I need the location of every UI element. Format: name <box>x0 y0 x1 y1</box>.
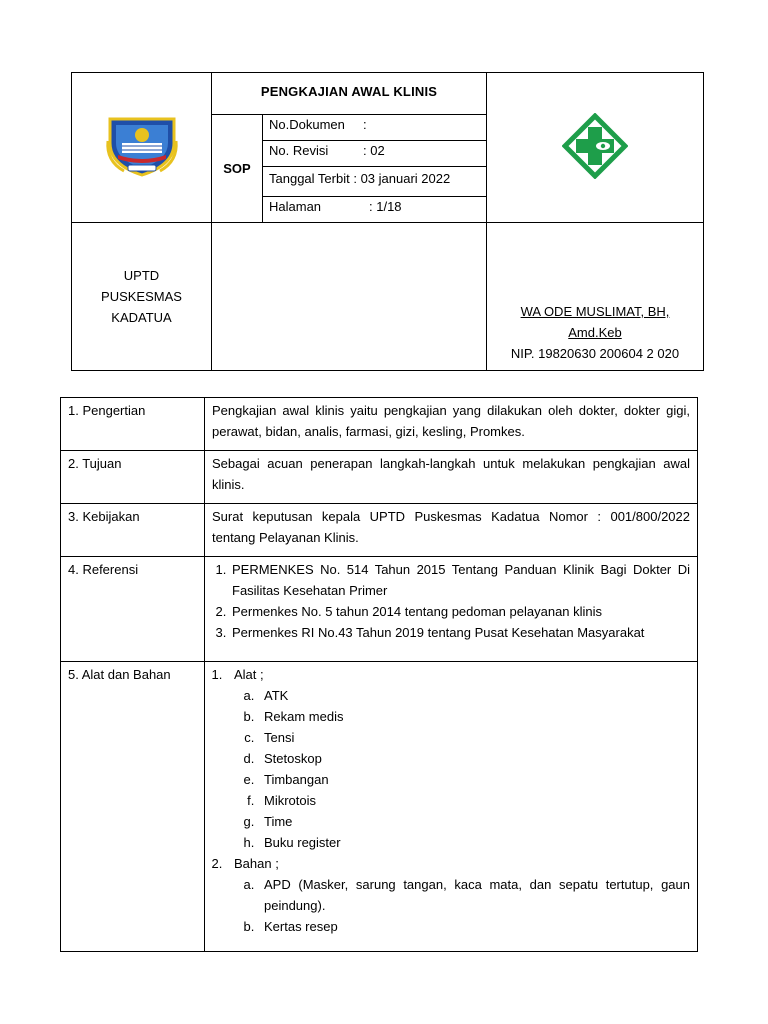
section-text: Sebagai acuan penerapan langkah-langkah untuk melakukan pengkajian awal klinis. <box>205 451 698 504</box>
section-row-kebijakan <box>61 504 698 557</box>
doc-number-label: No.Dokumen <box>269 117 345 132</box>
reference-list <box>212 559 690 643</box>
list-item: c. Tensi <box>258 727 690 748</box>
revision-label: No. Revisi <box>269 143 329 158</box>
list-item: h. Buku register <box>258 832 690 853</box>
bahan-heading: Bahan ; <box>234 856 279 871</box>
list-item: a. ATK <box>258 685 690 706</box>
revision-value: : 02 <box>363 143 385 158</box>
signatory-cell <box>487 223 704 371</box>
list-item: 3. Permenkes RI No.43 Tahun 2019 tentang Pusat Kesehatan Masyarakat <box>230 622 690 643</box>
list-item <box>226 853 690 937</box>
list-item: a. APD (Masker, sarung tangan, kaca mata, dan sepatu tertutup, gaun peindung). <box>258 874 690 916</box>
blank-signature-area <box>212 223 487 371</box>
organization-cell <box>72 223 212 371</box>
list-item <box>226 664 690 853</box>
section-label: 3. Kebijakan <box>61 504 205 557</box>
alat-heading: Alat ; <box>234 667 264 682</box>
section-label: 2. Tujuan <box>61 451 205 504</box>
doc-meta-row <box>263 115 486 141</box>
section-label: 1. Pengertian <box>61 398 205 451</box>
header-table <box>71 72 704 371</box>
section-row-tujuan <box>61 451 698 504</box>
regency-emblem-icon <box>104 113 180 179</box>
doc-meta-row <box>263 141 486 167</box>
document-title: PENGKAJIAN AWAL KLINIS <box>260 84 438 99</box>
sop-content-table <box>60 397 698 952</box>
title-cell <box>212 73 487 115</box>
list-item: d. Stetoskop <box>258 748 690 769</box>
sop-cell <box>212 115 263 223</box>
list-item: f. Mikrotois <box>258 790 690 811</box>
doc-meta-row <box>263 167 486 197</box>
section-label: 4. Referensi <box>61 557 205 662</box>
section-label: 5. Alat dan Bahan <box>61 662 205 952</box>
equipment-list <box>212 664 690 937</box>
list-item: b. Kertas resep <box>258 916 690 937</box>
puskesmas-logo-cell <box>487 73 704 223</box>
page-label: Halaman <box>269 198 322 214</box>
section-content <box>205 557 698 662</box>
signatory-nip: NIP. 19820630 200604 2 020 <box>510 346 680 361</box>
section-row-referensi <box>61 557 698 662</box>
list-item: e. Timbangan <box>258 769 690 790</box>
org-line: KADATUA <box>111 310 172 325</box>
list-item: 1. PERMENKES No. 514 Tahun 2015 Tentang Panduan Klinik Bagi Dokter Di Fasilitas Kesehatan Primer <box>230 559 690 601</box>
sop-label: SOP <box>223 161 251 176</box>
section-content <box>205 662 698 952</box>
list-item: g. Time <box>258 811 690 832</box>
org-line: PUSKESMAS <box>101 289 182 304</box>
doc-number-value: : <box>363 117 367 132</box>
puskesmas-logo-icon <box>562 113 628 179</box>
doc-meta-table <box>263 115 486 222</box>
signatory-title: Amd.Keb <box>568 325 622 340</box>
alat-list <box>212 685 690 853</box>
section-text: Surat keputusan kepala UPTD Puskesmas Kadatua Nomor : 001/800/2022 tentang Pelayanan Klinis. <box>205 504 698 557</box>
section-text: Pengkajian awal klinis yaitu pengkajian yang dilakukan oleh dokter, dokter gigi, perawat, bidan, analis, farmasi, gizi, kesling, Promkes. <box>205 398 698 451</box>
signatory-name: WA ODE MUSLIMAT, BH, <box>520 304 670 319</box>
list-item: 2. Permenkes No. 5 tahun 2014 tentang pedoman pelayanan klinis <box>230 601 690 622</box>
doc-meta-cell <box>263 115 487 223</box>
section-row-alat-bahan <box>61 662 698 952</box>
issue-date-label: Tanggal Terbit <box>269 171 350 187</box>
issue-date-value: : 03 januari 2022 <box>353 171 451 187</box>
doc-meta-row <box>263 196 486 222</box>
list-item: b. Rekam medis <box>258 706 690 727</box>
section-row-pengertian <box>61 398 698 451</box>
bahan-list <box>212 874 690 937</box>
org-line: UPTD <box>123 268 160 283</box>
page-value: : 1/18 <box>369 198 402 214</box>
regency-logo-cell <box>72 73 212 223</box>
